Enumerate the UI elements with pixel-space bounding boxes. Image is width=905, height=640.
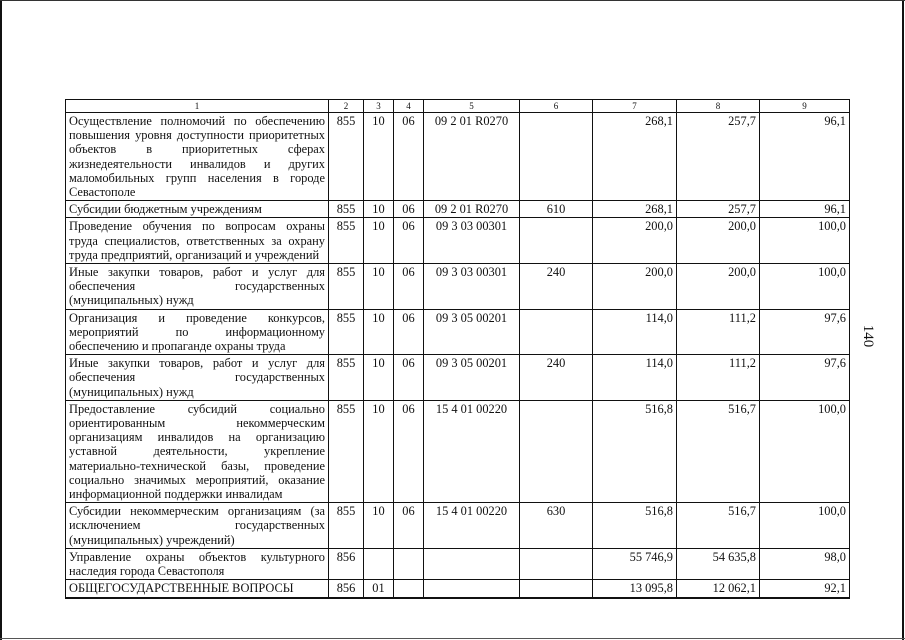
subsection-code-cell: 06 — [394, 309, 424, 355]
table-row — [66, 548, 850, 579]
execution-percent-cell: 96,1 — [760, 201, 850, 218]
row-name-cell: Субсидии бюджетным учреждениям — [66, 201, 329, 218]
execution-percent-cell: 98,0 — [760, 548, 850, 579]
planned-amount-cell: 516,8 — [593, 400, 677, 502]
row-name-cell: Осуществление полномочий по обеспечению повышения уровня доступности приоритетных объектов в приоритетных сферах жизнедеятельности инвалидов и других маломобильных групп населения в городе Севастополе — [66, 113, 329, 201]
column-number-header: 2 — [329, 100, 364, 113]
expense-type-cell — [520, 113, 593, 201]
section-code-cell: 10 — [364, 309, 394, 355]
target-article-cell — [424, 580, 520, 598]
section-code-cell — [364, 548, 394, 579]
budget-table — [65, 99, 850, 599]
subsection-code-cell: 06 — [394, 355, 424, 401]
subsection-code-cell: 06 — [394, 400, 424, 502]
target-article-cell: 09 3 03 00301 — [424, 218, 520, 264]
execution-percent-cell: 97,6 — [760, 309, 850, 355]
row-name-cell: ОБЩЕГОСУДАРСТВЕННЫЕ ВОПРОСЫ — [66, 580, 329, 598]
section-code-cell: 10 — [364, 218, 394, 264]
planned-amount-cell: 200,0 — [593, 218, 677, 264]
table-row — [66, 264, 850, 310]
subsection-code-cell — [394, 580, 424, 598]
column-number-header: 5 — [424, 100, 520, 113]
column-number-header: 1 — [66, 100, 329, 113]
planned-amount-cell: 114,0 — [593, 309, 677, 355]
table-row — [66, 201, 850, 218]
section-code-cell: 10 — [364, 400, 394, 502]
executed-amount-cell: 54 635,8 — [677, 548, 760, 579]
executed-amount-cell: 200,0 — [677, 264, 760, 310]
scan-border-right — [902, 0, 904, 640]
execution-percent-cell: 96,1 — [760, 113, 850, 201]
execution-percent-cell: 100,0 — [760, 264, 850, 310]
planned-amount-cell: 200,0 — [593, 264, 677, 310]
executed-amount-cell: 200,0 — [677, 218, 760, 264]
table-row — [66, 309, 850, 355]
planned-amount-cell: 13 095,8 — [593, 580, 677, 598]
executed-amount-cell: 257,7 — [677, 201, 760, 218]
page-number: 140 — [860, 324, 876, 348]
expense-type-cell: 630 — [520, 503, 593, 549]
column-number-header: 6 — [520, 100, 593, 113]
planned-amount-cell: 268,1 — [593, 113, 677, 201]
row-name-cell: Проведение обучения по вопросам охраны труда специалистов, ответственных за охрану труда предприятий, организаций и учреждений — [66, 218, 329, 264]
execution-percent-cell: 100,0 — [760, 503, 850, 549]
scan-border-top — [0, 0, 905, 1]
column-number-header: 4 — [394, 100, 424, 113]
section-code-cell: 10 — [364, 355, 394, 401]
table-row — [66, 355, 850, 401]
subsection-code-cell: 06 — [394, 264, 424, 310]
expense-type-cell — [520, 548, 593, 579]
executed-amount-cell: 111,2 — [677, 355, 760, 401]
column-number-header: 8 — [677, 100, 760, 113]
executed-amount-cell: 12 062,1 — [677, 580, 760, 598]
table-row — [66, 218, 850, 264]
execution-percent-cell: 92,1 — [760, 580, 850, 598]
target-article-cell: 09 3 05 00201 — [424, 355, 520, 401]
subsection-code-cell: 06 — [394, 201, 424, 218]
executed-amount-cell: 516,7 — [677, 400, 760, 502]
row-name-cell: Иные закупки товаров, работ и услуг для обеспечения государственных (муниципальных) нужд — [66, 264, 329, 310]
row-name-cell: Организация и проведение конкурсов, мероприятий по информационному обеспечению и пропаганде охраны труда — [66, 309, 329, 355]
execution-percent-cell: 100,0 — [760, 218, 850, 264]
subsection-code-cell: 06 — [394, 503, 424, 549]
column-number-header: 7 — [593, 100, 677, 113]
expense-type-cell — [520, 580, 593, 598]
table-row — [66, 113, 850, 201]
column-number-header: 3 — [364, 100, 394, 113]
table-row — [66, 503, 850, 549]
row-name-cell: Иные закупки товаров, работ и услуг для обеспечения государственных (муниципальных) нужд — [66, 355, 329, 401]
department-code-cell: 855 — [329, 503, 364, 549]
row-name-cell: Предоставление субсидий социально ориентированным некоммерческим организациям инвалидов на организацию уставной деятельности, укрепление материально-технической базы, проведение социально значимых мероприятий, оказание информационной поддержки инвалидам — [66, 400, 329, 502]
table-row — [66, 400, 850, 502]
department-code-cell: 855 — [329, 264, 364, 310]
subsection-code-cell: 06 — [394, 113, 424, 201]
planned-amount-cell: 114,0 — [593, 355, 677, 401]
expense-type-cell — [520, 400, 593, 502]
department-code-cell: 855 — [329, 309, 364, 355]
section-code-cell: 10 — [364, 503, 394, 549]
execution-percent-cell: 97,6 — [760, 355, 850, 401]
target-article-cell — [424, 548, 520, 579]
expense-type-cell: 610 — [520, 201, 593, 218]
department-code-cell: 855 — [329, 113, 364, 201]
execution-percent-cell: 100,0 — [760, 400, 850, 502]
subsection-code-cell — [394, 548, 424, 579]
department-code-cell: 856 — [329, 580, 364, 598]
target-article-cell: 15 4 01 00220 — [424, 400, 520, 502]
expense-type-cell — [520, 218, 593, 264]
executed-amount-cell: 111,2 — [677, 309, 760, 355]
scan-border-bottom — [0, 638, 905, 639]
planned-amount-cell: 516,8 — [593, 503, 677, 549]
executed-amount-cell: 257,7 — [677, 113, 760, 201]
target-article-cell: 09 2 01 R0270 — [424, 113, 520, 201]
expense-type-cell: 240 — [520, 355, 593, 401]
row-name-cell: Управление охраны объектов культурного наследия города Севастополя — [66, 548, 329, 579]
scan-border-left — [0, 0, 2, 640]
target-article-cell: 09 3 03 00301 — [424, 264, 520, 310]
department-code-cell: 855 — [329, 400, 364, 502]
expense-type-cell — [520, 309, 593, 355]
department-code-cell: 855 — [329, 355, 364, 401]
section-code-cell: 10 — [364, 264, 394, 310]
expense-type-cell: 240 — [520, 264, 593, 310]
executed-amount-cell: 516,7 — [677, 503, 760, 549]
department-code-cell: 855 — [329, 218, 364, 264]
planned-amount-cell: 268,1 — [593, 201, 677, 218]
table-header-row — [66, 100, 850, 113]
table-row — [66, 580, 850, 598]
section-code-cell: 01 — [364, 580, 394, 598]
row-name-cell: Субсидии некоммерческим организациям (за исключением государственных (муниципальных) учреждений) — [66, 503, 329, 549]
department-code-cell: 856 — [329, 548, 364, 579]
department-code-cell: 855 — [329, 201, 364, 218]
target-article-cell: 09 2 01 R0270 — [424, 201, 520, 218]
target-article-cell: 09 3 05 00201 — [424, 309, 520, 355]
column-number-header: 9 — [760, 100, 850, 113]
subsection-code-cell: 06 — [394, 218, 424, 264]
section-code-cell: 10 — [364, 113, 394, 201]
planned-amount-cell: 55 746,9 — [593, 548, 677, 579]
target-article-cell: 15 4 01 00220 — [424, 503, 520, 549]
section-code-cell: 10 — [364, 201, 394, 218]
